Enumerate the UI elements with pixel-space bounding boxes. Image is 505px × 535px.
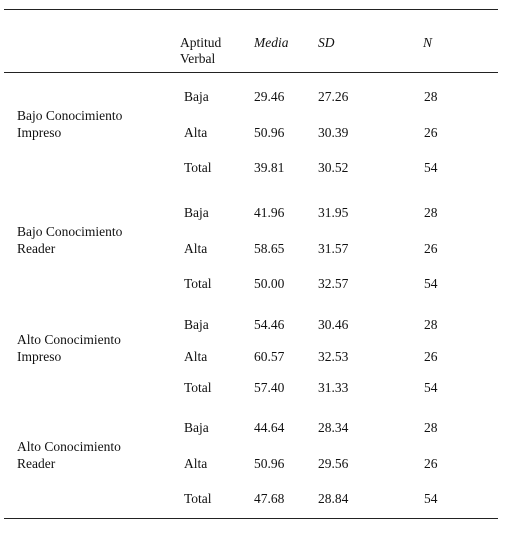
table-row — [0, 490, 505, 507]
cell-media: 41.96 — [254, 205, 285, 220]
cell-aptitud: Total — [184, 276, 212, 291]
cell-n: 28 — [424, 89, 438, 104]
cell-sd: 28.84 — [318, 491, 349, 506]
header-aptitud-verbal: Aptitud Verbal — [180, 35, 222, 66]
header-sd: SD — [318, 35, 335, 50]
group-label: Alto Conocimiento Reader — [17, 439, 121, 471]
table-header-rule — [4, 72, 498, 73]
cell-aptitud: Total — [184, 491, 212, 506]
cell-media: 57.40 — [254, 380, 285, 395]
table-group-bajo-reader — [0, 204, 505, 310]
cell-media: 44.64 — [254, 420, 285, 435]
cell-sd: 32.57 — [318, 276, 349, 291]
cell-sd: 32.53 — [318, 349, 349, 364]
header-n: N — [423, 35, 433, 50]
cell-sd: 31.33 — [318, 380, 349, 395]
cell-n: 26 — [424, 349, 438, 364]
cell-media: 54.46 — [254, 317, 285, 332]
table-bottom-rule — [4, 518, 498, 519]
cell-aptitud: Alta — [184, 456, 208, 471]
cell-sd: 30.52 — [318, 160, 349, 175]
cell-aptitud: Baja — [184, 89, 209, 104]
cell-media: 50.96 — [254, 456, 285, 471]
table-row — [0, 379, 505, 396]
table-row — [0, 204, 505, 221]
cell-sd: 29.56 — [318, 456, 349, 471]
cell-media: 47.68 — [254, 491, 285, 506]
header-media: Media — [254, 35, 289, 50]
cell-aptitud: Baja — [184, 317, 209, 332]
cell-media: 58.65 — [254, 241, 285, 256]
cell-aptitud: Total — [184, 380, 212, 395]
group-label: Alto Conocimiento Impreso — [17, 332, 121, 364]
table-row — [0, 124, 505, 141]
cell-n: 54 — [424, 491, 438, 506]
cell-media: 29.46 — [254, 89, 285, 104]
cell-n: 54 — [424, 160, 438, 175]
group-label: Bajo Conocimiento Impreso — [17, 108, 123, 140]
cell-n: 54 — [424, 276, 438, 291]
cell-media: 60.57 — [254, 349, 285, 364]
cell-aptitud: Baja — [184, 420, 209, 435]
table-row — [0, 348, 505, 365]
cell-sd: 31.95 — [318, 205, 349, 220]
cell-media: 50.00 — [254, 276, 285, 291]
cell-media: 50.96 — [254, 125, 285, 140]
table-row — [0, 240, 505, 257]
cell-n: 28 — [424, 205, 438, 220]
cell-aptitud: Alta — [184, 349, 208, 364]
cell-sd: 28.34 — [318, 420, 349, 435]
cell-sd: 30.46 — [318, 317, 349, 332]
cell-aptitud: Alta — [184, 125, 208, 140]
table-row — [0, 88, 505, 105]
table-row — [0, 275, 505, 292]
cell-sd: 30.39 — [318, 125, 349, 140]
cell-n: 28 — [424, 420, 438, 435]
table-group-alto-reader — [0, 419, 505, 525]
table-row — [0, 455, 505, 472]
table-row — [0, 419, 505, 436]
cell-n: 54 — [424, 380, 438, 395]
cell-aptitud: Alta — [184, 241, 208, 256]
cell-n: 26 — [424, 125, 438, 140]
cell-n: 26 — [424, 456, 438, 471]
table-row — [0, 159, 505, 176]
cell-aptitud: Total — [184, 160, 212, 175]
cell-n: 26 — [424, 241, 438, 256]
cell-n: 28 — [424, 317, 438, 332]
cell-media: 39.81 — [254, 160, 285, 175]
group-label: Bajo Conocimiento Reader — [17, 224, 123, 256]
table-top-rule — [4, 9, 498, 10]
cell-aptitud: Baja — [184, 205, 209, 220]
cell-sd: 31.57 — [318, 241, 349, 256]
table-group-bajo-impreso — [0, 88, 505, 194]
cell-sd: 27.26 — [318, 89, 349, 104]
table-group-alto-impreso — [0, 316, 505, 422]
table-row — [0, 316, 505, 333]
